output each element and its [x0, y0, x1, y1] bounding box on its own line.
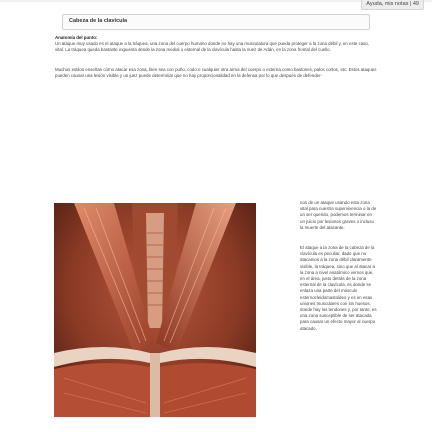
paragraph-body-1: Un ataque muy usado es el ataque a la tráquea, una zona del cuerpo humano donde no hay una musculatura que pueda proteger a la zona débil y, en este caso, vital. La tráquea queda bastante expuesta desde la zona medial o esternal de la clavícula hasta la nuez de Adán, en la zona frontal del cuello. [55, 41, 370, 53]
paragraph-title: Anatomía del punto: [55, 35, 98, 40]
side-paragraph-1 [300, 200, 378, 231]
paragraph-body-2: Muchos estilos enseñan cómo atacar esa zona, bien sea con puño, codo o cualquier otra arma del cuerpo o externa como bastones, palos cortos, etc. Estos ataques pueden causar una lesión visible y un juez puede determinar que no hay proporcionalidad en la defensa por lo que después de defender- [55, 67, 377, 79]
top-bar [0, 0, 432, 10]
side-paragraph-body-1: nos de un ataque usando esta zona vital para nuestra supervivencia o la de un ser querido, podemos terminar en un juicio por lesiones graves o incluso la muerte del atacante. [300, 200, 377, 230]
side-paragraph-2 [300, 245, 378, 332]
section-heading [62, 14, 370, 30]
side-paragraph-body-2: El ataque a la zona de la cabeza de la clavícula es peculiar, dado que no atacamos a la zona débil claramente visible, la tráquea, sino que al atacar a la zona a nivel anatómico vemos que, en el área, justo detrás de la zona esternal de la clavícula, es donde se enlaza una parte del músculo esternocleidomastoideo y es en esas uniones musculares con los huesos, donde hay los tendones y, por tanto, es una zona susceptible de ser atacada para causar un efecto mayor al cuerpo atacado. [300, 245, 377, 331]
help-notes-button[interactable]: Ayuda, mis notas | 49 [361, 0, 424, 10]
section-title: Cabeza de la clavícula [69, 18, 128, 24]
neck-muscle-image [54, 203, 256, 417]
paragraph-anatomy [55, 35, 377, 54]
anatomy-illustration [54, 203, 256, 417]
paragraph-2 [55, 67, 377, 79]
